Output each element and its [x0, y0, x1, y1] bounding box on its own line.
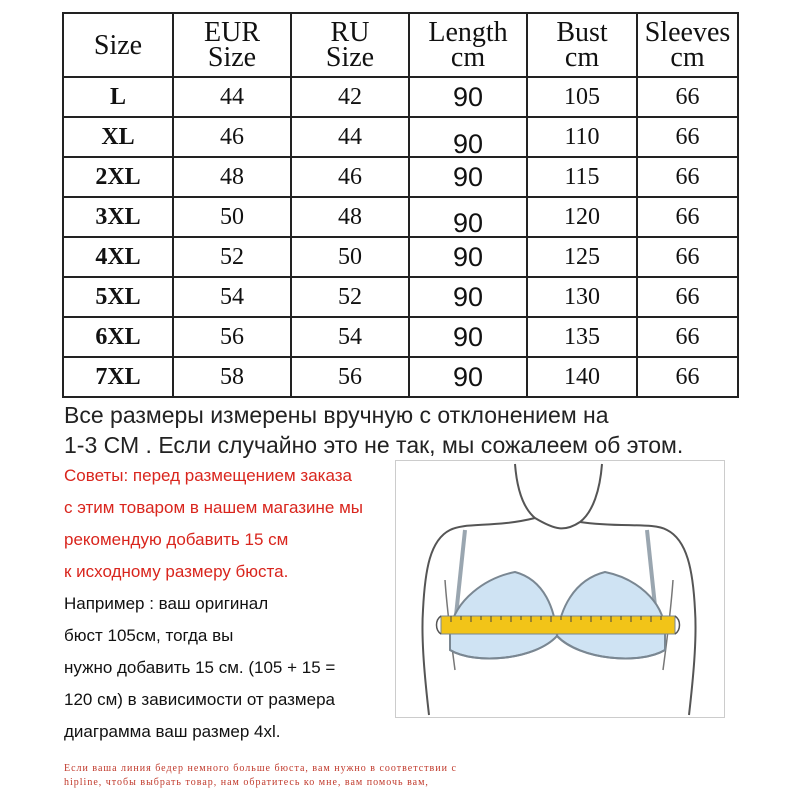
cell-size: 6XL — [63, 317, 173, 357]
cell-ru: 44 — [291, 117, 409, 157]
cell-ru: 54 — [291, 317, 409, 357]
tip-line: Советы: перед размещением заказа — [64, 466, 352, 485]
table-row — [63, 277, 738, 317]
cell-size: 7XL — [63, 357, 173, 397]
cell-bust: 130 — [527, 277, 637, 317]
header-eur-size: EUR Size — [173, 13, 291, 77]
example-line: диаграмма ваш размер 4xl. — [64, 722, 281, 741]
cell-ru: 46 — [291, 157, 409, 197]
cell-sleeves: 66 — [637, 117, 738, 157]
measuring-tape — [441, 616, 675, 634]
example-line: бюст 105см, тогда вы — [64, 626, 234, 645]
cell-ru: 50 — [291, 237, 409, 277]
footnote-line-2: hipline, чтобы выбрать товар, нам обратитесь ко мне, вам помочь вам, — [64, 777, 429, 788]
cell-eur: 46 — [173, 117, 291, 157]
header-sleeves: Sleeves cm — [637, 13, 738, 77]
cell-bust: 120 — [527, 197, 637, 237]
cell-sleeves: 66 — [637, 77, 738, 117]
cell-bust: 125 — [527, 237, 637, 277]
cell-length: 90 — [409, 237, 527, 277]
cell-eur: 52 — [173, 237, 291, 277]
table-header-row — [63, 13, 738, 77]
header-size: Size — [63, 13, 173, 77]
cell-bust: 140 — [527, 357, 637, 397]
cell-eur: 44 — [173, 77, 291, 117]
cell-bust: 115 — [527, 157, 637, 197]
footnote — [64, 762, 744, 790]
cell-length: 90 — [409, 317, 527, 357]
footnote-line-1: Если ваша линия бедер немного больше бюста, вам нужно в соответствии с — [64, 763, 457, 774]
cell-bust: 110 — [527, 117, 637, 157]
length-value: 90 — [452, 207, 484, 238]
tips-block — [64, 460, 404, 748]
cell-sleeves: 66 — [637, 357, 738, 397]
cell-eur: 54 — [173, 277, 291, 317]
cell-sleeves: 66 — [637, 157, 738, 197]
cell-sleeves: 66 — [637, 237, 738, 277]
table-row — [63, 157, 738, 197]
table-row — [63, 317, 738, 357]
cell-size: 4XL — [63, 237, 173, 277]
cell-length: 90 — [409, 277, 527, 317]
example-line: 120 см) в зависимости от размера — [64, 690, 335, 709]
cell-length — [409, 117, 527, 157]
size-chart-table — [62, 12, 739, 398]
length-value: 90 — [452, 128, 484, 159]
cell-sleeves: 66 — [637, 277, 738, 317]
cell-ru: 48 — [291, 197, 409, 237]
table-row — [63, 357, 738, 397]
tip-line: к исходному размеру бюста. — [64, 562, 289, 581]
header-ru-size: RU Size — [291, 13, 409, 77]
illustration-frame — [396, 461, 725, 718]
table-row — [63, 237, 738, 277]
header-length: Length cm — [409, 13, 527, 77]
cell-size: 5XL — [63, 277, 173, 317]
cell-length: 90 — [409, 357, 527, 397]
cell-bust: 135 — [527, 317, 637, 357]
cell-eur: 56 — [173, 317, 291, 357]
cell-size: XL — [63, 117, 173, 157]
cell-length: 90 — [409, 157, 527, 197]
cell-ru: 52 — [291, 277, 409, 317]
table-row — [63, 197, 738, 237]
measurement-note — [64, 400, 744, 460]
cell-eur: 50 — [173, 197, 291, 237]
cell-length: 90 — [409, 77, 527, 117]
cell-eur: 48 — [173, 157, 291, 197]
table-row — [63, 77, 738, 117]
table-row — [63, 117, 738, 157]
example-line: Например : ваш оригинал — [64, 594, 269, 613]
cell-size: 2XL — [63, 157, 173, 197]
cell-length — [409, 197, 527, 237]
cell-eur: 58 — [173, 357, 291, 397]
cell-bust: 105 — [527, 77, 637, 117]
tip-line: рекомендую добавить 15 см — [64, 530, 289, 549]
header-bust: Bust cm — [527, 13, 637, 77]
example-line: нужно добавить 15 см. (105 + 15 = — [64, 658, 336, 677]
cell-sleeves: 66 — [637, 317, 738, 357]
cell-ru: 42 — [291, 77, 409, 117]
cell-size: 3XL — [63, 197, 173, 237]
note-line-1: Все размеры измерены вручную с отклонением на — [64, 402, 609, 428]
note-line-2: 1-3 СМ . Если случайно это не так, мы сожалеем об этом. — [64, 432, 684, 458]
cell-ru: 56 — [291, 357, 409, 397]
cell-size: L — [63, 77, 173, 117]
bust-measurement-illustration — [395, 460, 725, 718]
tip-line: с этим товаром в нашем магазине мы — [64, 498, 363, 517]
cell-sleeves: 66 — [637, 197, 738, 237]
